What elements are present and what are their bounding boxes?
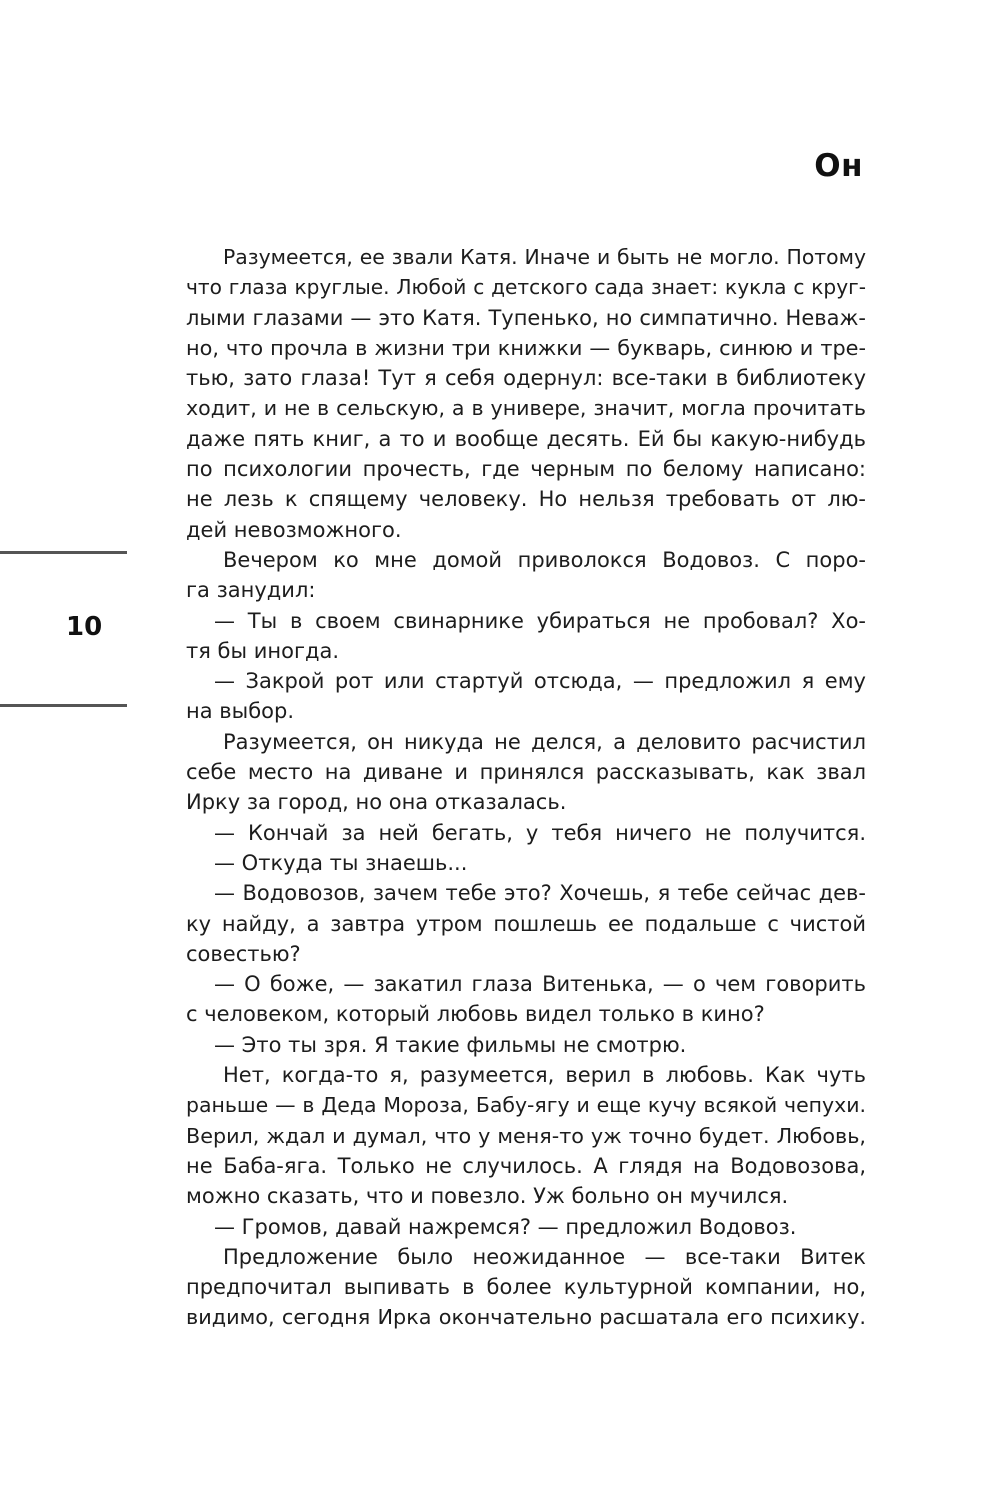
text-line: себе место на диване и принялся рассказывать, как звал — [186, 760, 866, 785]
text-line: раньше — в Деда Мороза, Бабу-ягу и еще кучу всякой чепухи. — [186, 1093, 866, 1118]
margin-rule-top — [0, 551, 127, 554]
text-line: ку найду, а завтра утром пошлешь ее подальше с чистой — [186, 911, 866, 936]
text-line: Ирку за город, но она отказалась. — [186, 790, 567, 815]
text-line: — Водовозов, зачем тебе это? Хочешь, я тебе сейчас дев- — [214, 881, 866, 906]
text-line: Предложение было неожиданное — все-таки Витек — [223, 1244, 866, 1269]
page-header — [0, 0, 1000, 220]
text-line: на выбор. — [186, 699, 295, 724]
page-number: 10 — [66, 612, 103, 642]
text-line: совестью? — [186, 941, 301, 966]
text-line: ходит, и не в сельскую, а в универе, значит, могла прочитать — [186, 396, 866, 421]
text-line: Разумеется, он никуда не делся, а деловито расчистил — [223, 729, 866, 754]
text-line: с человеком, который любовь видел только в кино? — [186, 1002, 765, 1027]
text-line: видимо, сегодня Ирка окончательно расшатала его психику. — [186, 1305, 866, 1330]
text-line: что глаза круглые. Любой с детского сада знает: кукла с круг- — [186, 275, 866, 300]
text-line: га занудил: — [186, 578, 316, 603]
text-line: по психологии прочесть, где черным по белому написано: — [186, 457, 866, 482]
text-line: — Откуда ты знаешь... — [214, 850, 468, 875]
body-text — [186, 242, 866, 1333]
chapter-title: Он — [814, 148, 863, 184]
text-line: Вечером ко мне домой приволокся Водовоз. С поро- — [223, 547, 866, 572]
text-line: — Закрой рот или стартуй отсюда, — предложил я ему — [214, 669, 866, 694]
text-line: — Ты в своем свинарнике убираться не пробовал? Хо- — [214, 608, 866, 633]
text-line: не Баба-яга. Только не случилось. А глядя на Водовозова, — [186, 1153, 866, 1178]
text-line: но, что прочла в жизни три книжки — букварь, синюю и тре- — [186, 335, 866, 360]
text-line: — Громов, давай нажремся? — предложил Водовоз. — [214, 1214, 797, 1239]
text-line: можно сказать, что и повезло. Уж больно он мучился. — [186, 1184, 789, 1209]
text-line: предпочитал выпивать в более культурной компании, но, — [186, 1275, 866, 1300]
text-line: тью, зато глаза! Тут я себя одернул: все-таки в библиотеку — [186, 366, 866, 391]
text-line: — О боже, — закатил глаза Витенька, — о чем говорить — [214, 972, 866, 997]
text-line: тя бы иногда. — [186, 638, 340, 663]
text-line: Нет, когда-то я, разумеется, верил в любовь. Как чуть — [223, 1063, 866, 1088]
text-line: — Кончай за ней бегать, у тебя ничего не получится. — [214, 820, 866, 845]
text-line: не лезь к спящему человеку. Но нельзя требовать от лю- — [186, 487, 866, 512]
text-line: — Это ты зря. Я такие фильмы не смотрю. — [214, 1032, 687, 1057]
text-line: Разумеется, ее звали Катя. Иначе и быть не могло. Потому — [223, 245, 866, 269]
text-line: дей невозможного. — [186, 517, 402, 542]
text-line: лыми глазами — это Катя. Тупенько, но симпатично. Неваж- — [186, 305, 866, 330]
margin-rule-bottom — [0, 704, 127, 707]
text-line: даже пять книг, а то и вообще десять. Ей бы какую-нибудь — [186, 426, 866, 451]
text-line: Верил, ждал и думал, что у меня-то уж точно будет. Любовь, — [186, 1123, 866, 1148]
